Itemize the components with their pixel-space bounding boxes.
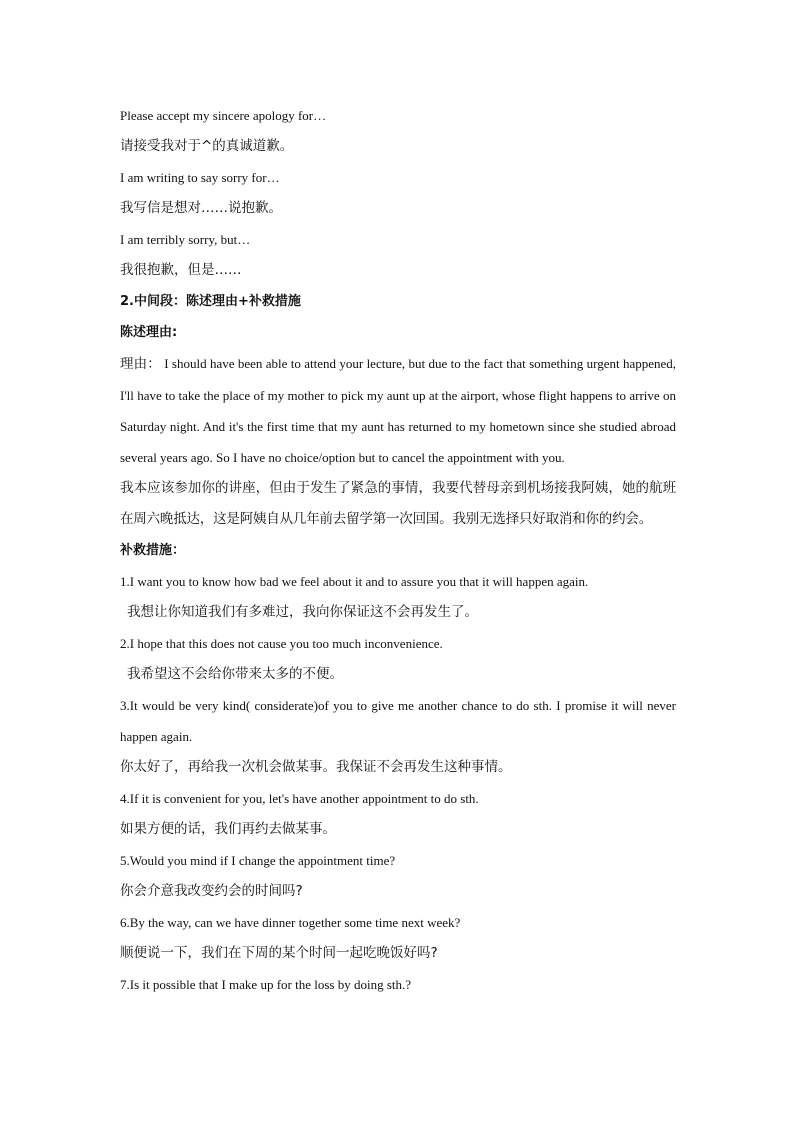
remedy-1-zh: 我想让你知道我们有多难过，我向你保证这不会再发生了。 xyxy=(127,604,478,620)
document-page xyxy=(120,100,676,1000)
reason-paragraph-en xyxy=(120,348,676,473)
reason-paragraph-zh: 我本应该参加你的讲座，但由于发生了紧急的事情，我要代替母亲到机场接我阿姨，她的航班在周六晚抵达，这是阿姨自从几年前去留学第一次回国。我别无选择只好取消和你的约会。 xyxy=(120,480,676,527)
remedy-1-en: 1.I want you to know how bad we feel about it and to assure you that it will happen again. xyxy=(120,574,589,589)
subheading-reasons: 陈述理由: xyxy=(120,325,178,340)
remedy-7-en: 7.Is it possible that I make up for the loss by doing sth.? xyxy=(120,977,412,992)
section-heading-middle: 2.中间段：陈述理由+补救措施 xyxy=(120,294,301,309)
remedy-2-en: 2.I hope that this does not cause you too much inconvenience. xyxy=(120,636,443,651)
phrase-terribly-zh: 我很抱歉，但是…… xyxy=(120,262,242,278)
subheading-remedies: 补救措施： xyxy=(120,543,186,558)
phrase-apology-zh: 请接受我对于^的真诚道歉。 xyxy=(120,138,294,154)
phrase-sorry-en: I am writing to say sorry for… xyxy=(120,170,280,185)
reason-text: I should have been able to attend your lecture, but due to the fact that something urgent happened, I'll have to take the place of my mother to pick my aunt up at the airport, whose flight happens to arrive on Saturday night. And it's the first time that my aunt has returned to my hometown since she studied abroad several years ago. So I have no choice/option but to cancel the appointment with you. xyxy=(120,356,677,465)
remedy-5-zh: 你会介意我改变约会的时间吗? xyxy=(120,883,303,899)
remedy-2-zh: 我希望这不会给你带来太多的不便。 xyxy=(127,666,343,682)
remedy-4-zh: 如果方便的话，我们再约去做某事。 xyxy=(120,821,336,837)
phrase-terribly-en: I am terribly sorry, but… xyxy=(120,232,251,247)
reason-label: 理由： xyxy=(120,356,161,372)
remedy-6-en: 6.By the way, can we have dinner together some time next week? xyxy=(120,915,461,930)
remedy-6-zh: 顺便说一下，我们在下周的某个时间一起吃晚饭好吗? xyxy=(120,945,438,961)
phrase-sorry-zh: 我写信是想对……说抱歉。 xyxy=(120,200,282,216)
remedy-3-zh: 你太好了，再给我一次机会做某事。我保证不会再发生这种事情。 xyxy=(120,759,512,775)
remedy-5-en: 5.Would you mind if I change the appointment time? xyxy=(120,853,396,868)
phrase-apology-en: Please accept my sincere apology for… xyxy=(120,108,327,123)
remedy-4-en: 4.If it is convenient for you, let's have another appointment to do sth. xyxy=(120,791,479,806)
remedy-3-en: 3.It would be very kind( considerate)of you to give me another chance to do sth. I promise it will never happen again. xyxy=(120,698,676,744)
